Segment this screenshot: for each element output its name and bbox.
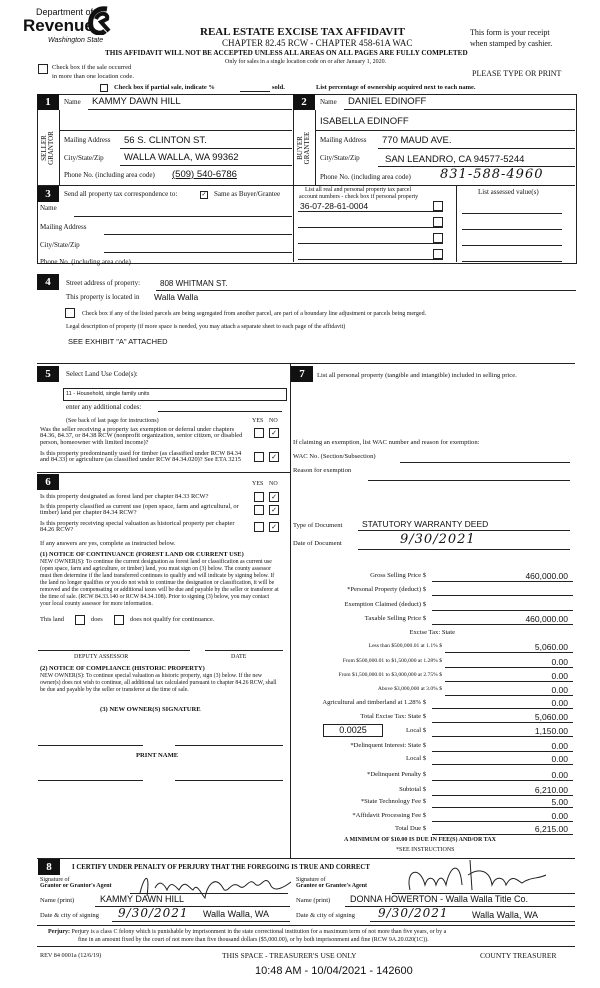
underline — [156, 290, 576, 291]
tax-row-value[interactable]: 5,060.00 — [534, 642, 568, 652]
date-label: DATE — [231, 654, 247, 660]
parcel-underline — [298, 211, 443, 212]
assessed-value-field[interactable] — [462, 229, 562, 230]
does-not-label: does not qualify for continuance. — [130, 616, 215, 623]
deputy-assessor-label: DEPUTY ASSESSOR — [74, 654, 129, 660]
buyer-mailing-label: Mailing Address — [320, 136, 367, 144]
no-header-6: NO — [269, 481, 278, 487]
divider — [37, 185, 575, 186]
tax-row-label: Agricultural and timberland at 1.28% $ — [322, 699, 426, 706]
section-3-number: 3 — [37, 186, 59, 202]
divider — [290, 364, 291, 859]
correspondence-city-label: City/State/Zip — [40, 241, 80, 249]
divider — [37, 472, 290, 473]
section-1-number: 1 — [37, 94, 59, 110]
additional-codes-label: enter any additional codes: — [66, 403, 142, 411]
partial-sold-label: sold. — [272, 84, 285, 91]
grantor-date-field[interactable]: 9/30/2021 — [118, 906, 189, 920]
tax-row-label: Total Due $ — [394, 825, 426, 832]
if-yes-note: If any answers are yes, complete as instructed below. — [40, 540, 176, 547]
s5-q2-no[interactable]: ✓ — [269, 452, 279, 462]
please-type-print: PLEASE TYPE OR PRINT — [472, 69, 562, 78]
treasurer-only-label: THIS SPACE - TREASURER'S USE ONLY — [222, 951, 357, 960]
deputy-assessor-signature-field[interactable] — [38, 650, 190, 651]
see-instructions-note: *SEE INSTRUCTIONS — [396, 847, 455, 853]
divider — [315, 110, 316, 186]
divider — [37, 925, 575, 926]
grantee-sig-label-2: Grantee or Grantee's Agent — [296, 883, 368, 889]
underline — [88, 109, 292, 110]
tax-row-underline — [432, 581, 573, 582]
correspondence-mailing-field[interactable] — [104, 234, 292, 235]
correspondence-city-field[interactable] — [104, 252, 292, 253]
street-address-label: Street address of property: — [66, 279, 141, 287]
same-as-buyer-label: Same as Buyer/Grantee — [214, 190, 281, 198]
section-4-number: 4 — [37, 274, 59, 290]
tax-row-underline — [432, 821, 573, 822]
perjury-label: Perjury: — [48, 929, 70, 935]
tax-row-label: Local $ — [406, 727, 426, 734]
ownership-note: List percentage of ownership acquired next to each name. — [316, 84, 476, 91]
revenue-logo-icon — [87, 5, 113, 35]
s5-q1-yes[interactable] — [254, 428, 264, 438]
tax-row-underline — [432, 834, 573, 835]
street-address-field[interactable]: 808 WHITMAN ST. — [160, 279, 228, 288]
seller-name-field[interactable]: KAMMY DAWN HILL — [92, 96, 181, 107]
located-field[interactable]: Walla Walla — [154, 292, 199, 302]
tax-row-underline — [432, 795, 573, 796]
new-owner-signature-title: (3) NEW OWNER(S) SIGNATURE — [100, 706, 201, 713]
see-back-note: (See back of last page for instructions) — [66, 418, 159, 424]
s6-q2-yes[interactable] — [254, 505, 264, 515]
dept-line1: Department of — [36, 7, 94, 17]
tax-row-underline — [432, 722, 573, 723]
tax-row-value[interactable]: 6,210.00 — [534, 785, 568, 795]
tax-row-value[interactable]: 5.00 — [551, 797, 568, 807]
grantee-signature[interactable] — [400, 855, 550, 895]
buyer-name2-field[interactable]: ISABELLA EDINOFF — [320, 116, 409, 127]
new-owner-signature-field[interactable] — [38, 745, 143, 746]
tax-row-value[interactable]: 0.00 — [551, 657, 568, 667]
assessed-value-field[interactable] — [462, 245, 562, 246]
tax-row-label: Less than $500,000.01 at 1.1% $ — [368, 643, 442, 649]
minimum-due-note: A MINIMUM OF $10.00 IS DUE IN FEE(S) AND/OR TAX — [344, 837, 496, 843]
grantee-name-field[interactable]: DONNA HOWERTON - Walla Walla Title Co. — [350, 894, 529, 904]
tax-row-value[interactable]: 6,215.00 — [534, 824, 568, 834]
underline — [358, 530, 570, 531]
doc-type-label: Type of Document — [293, 522, 343, 529]
underline — [120, 148, 292, 149]
tax-row-underline — [432, 751, 573, 752]
perjury-text-line1: Perjury is a class C felony which is punishable by imprisonment in the state correctional institution for a maximum term of not more than five years, or by a — [71, 929, 447, 935]
tax-row-underline — [432, 708, 573, 709]
tax-row-underline — [432, 736, 573, 737]
tax-row-underline — [432, 595, 573, 596]
parcel-underline — [298, 227, 443, 228]
personal-property-checkbox[interactable] — [433, 233, 443, 243]
personal-property-label: List all personal property (tangible and intangible) included in selling price. — [317, 372, 517, 379]
assessor-date-field[interactable] — [205, 650, 283, 651]
s6-q2-no[interactable]: ✓ — [269, 505, 279, 515]
grantor-name-field[interactable]: KAMMY DAWN HILL — [100, 894, 185, 904]
this-land-label: This land — [40, 616, 64, 623]
s6-q3: Is this property receiving special valuation as historical property per chapter 84.26 RCW? — [40, 520, 235, 534]
personal-property-checkbox[interactable] — [433, 201, 443, 211]
tax-row-underline — [445, 652, 573, 653]
seller-grantor-label: SELLER GRANTOR — [40, 131, 55, 165]
does-label: does — [91, 616, 103, 623]
grantee-date-field[interactable]: 9/30/2021 — [378, 906, 449, 920]
buyer-city-field[interactable]: SAN LEANDRO, CA 94577-5244 — [385, 154, 525, 165]
tax-row-label: Subtotal $ — [399, 786, 426, 793]
form-title: REAL ESTATE EXCISE TAX AFFIDAVIT — [200, 26, 405, 38]
local-rate-field[interactable]: 0.0025 — [323, 724, 383, 737]
tax-row-value[interactable]: 0.00 — [551, 770, 568, 780]
tax-row-value[interactable]: 0.00 — [551, 754, 568, 764]
new-owner-signature-field-2[interactable] — [175, 745, 283, 746]
receipt-note-2: when stamped by cashier. — [470, 39, 553, 48]
perjury-text-1 — [48, 929, 446, 936]
receipt-note-1: This form is your receipt — [470, 28, 550, 37]
doc-date-field[interactable]: 9/30/2021 — [400, 532, 476, 547]
grantee-name-label: Name (print) — [296, 897, 331, 904]
tax-row-underline — [432, 610, 573, 611]
tax-row-value[interactable]: 460,000.00 — [525, 571, 568, 581]
print-name-label: PRINT NAME — [136, 752, 179, 759]
parcel-underline — [298, 259, 443, 260]
tax-row-value[interactable]: 0.00 — [551, 685, 568, 695]
wac-field[interactable] — [400, 462, 570, 463]
reason-label: Reason for exemption — [293, 467, 352, 474]
correspondence-mailing-label: Mailing Address — [40, 223, 87, 231]
assessed-header: List assessed value(s) — [478, 188, 539, 196]
correspondence-name-label: Name — [40, 204, 57, 212]
tax-row-label: *Affidavit Processing Fee $ — [352, 812, 426, 819]
underline — [316, 130, 575, 131]
s6-q3-yes[interactable] — [254, 522, 264, 532]
does-checkbox[interactable] — [75, 615, 85, 625]
tax-row-label: *Delinquent Penalty $ — [367, 771, 426, 778]
county-treasurer-label: COUNTY TREASURER — [480, 951, 557, 960]
form-id: REV 84 0001a (12/6/19) — [40, 952, 102, 959]
assessed-value-field[interactable] — [462, 261, 562, 262]
buyer-name-label: Name — [320, 98, 337, 106]
tax-row-label: *Personal Property (deduct) $ — [347, 586, 426, 593]
additional-codes-field[interactable] — [158, 411, 282, 412]
tax-row-value[interactable]: 460,000.00 — [525, 614, 568, 624]
grantor-name-label: Name (print) — [40, 897, 75, 904]
tax-row-label: *State Technology Fee $ — [360, 798, 426, 805]
parcel-underline — [298, 243, 443, 244]
buyer-grantee-label: BUYER GRANTEE — [296, 131, 311, 165]
buyer-phone-field[interactable]: 831-588-4960 — [440, 167, 544, 182]
form-only-for: Only for sales in a single location code on or after January 1, 2020. — [225, 59, 387, 65]
tax-row-value[interactable]: 5,060.00 — [534, 712, 568, 722]
tax-row-underline — [445, 667, 573, 668]
located-label: This property is located in — [66, 293, 140, 301]
notice1-text: NEW OWNER(S): To continue the current designation as forest land or classification as current use (open space, farm and agriculture, or timber) land, you must sign on (3) below. The county assessor must then determine if the land transferred continues to qualify and will indicate by signing below. If the land no longer qualifies or you do not wish to continue the designation or classification, it will be removed and the compensating or additional taxes will be due and payable by the seller or transferor at the time of sale. (RCW 84.33.140 or RCW 84.34.108). Prior to signing (3) below, you may contact your local county assessor for more information. — [40, 559, 279, 607]
seller-phone-field[interactable]: (509) 540-6786 — [172, 169, 237, 180]
section-7-number: 7 — [291, 366, 313, 382]
multi-location-checkbox[interactable] — [38, 64, 48, 74]
send-correspondence-label: Send all property tax correspondence to: — [64, 190, 178, 198]
notice2-text: NEW OWNER(S): To continue special valuation as historic property, sign (3) below. If the new owner(s) does not wish to continue, all additional tax calculated pursuant to chapter 84.26 RCW, shall be due and payable by the seller or transferor at the time of sale. — [40, 673, 277, 693]
tax-row-underline — [432, 807, 573, 808]
tax-row-value[interactable]: 1,150.00 — [534, 726, 568, 736]
s5-q1: Was the seller receiving a property tax exemption or deferral under chapters 84.36, 84.37, or 84.38 RCW (nonprofit organization, senior citizen, or disabled person, homeowner with limited income)? — [40, 426, 243, 446]
buyer-name-field[interactable]: DANIEL EDINOFF — [348, 96, 427, 107]
assessed-value-field[interactable] — [462, 213, 562, 214]
certify-statement: I CERTIFY UNDER PENALTY OF PERJURY THAT THE FOREGOING IS TRUE AND CORRECT — [72, 864, 370, 871]
grantor-sig-label-2: Grantor or Grantor's Agent — [40, 883, 112, 889]
same-as-buyer-checkbox[interactable]: ✓ — [201, 192, 207, 198]
land-use-label: Select Land Use Code(s): — [66, 370, 138, 378]
legal-description-field[interactable]: SEE EXHIBIT "A" ATTACHED — [68, 337, 168, 346]
legal-description-label: Legal description of property (if more space is needed, you may attach a separate sheet to each page of the affidavit) — [66, 324, 346, 330]
tax-row-label: From $500,000.01 to $1,500,000 at 1.28% $ — [342, 658, 442, 664]
multi-location-label-2: in more than one location code. — [52, 73, 134, 80]
tax-row-label: From $1,500,000.01 to $3,000,000 at 2.75% $ — [338, 672, 442, 678]
seller-phone-label: Phone No. (including area code) — [64, 171, 155, 179]
tax-row-label: Taxable Selling Price $ — [364, 615, 426, 622]
seller-city-field[interactable]: WALLA WALLA, WA 99362 — [124, 152, 239, 163]
tax-row-underline — [445, 681, 573, 682]
tax-row-label: Gross Selling Price $ — [370, 572, 426, 579]
underline — [358, 549, 570, 550]
parcel-number-field[interactable]: 36-07-28-61-0004 — [300, 201, 369, 211]
s5-q2: Is this property predominantly used for timber (as classified under RCW 84.34 and 84.33) or agriculture (as classified under RCW 84.34.020)? See ETA 3215 — [40, 450, 242, 464]
tax-row-label: Excise Tax: State — [409, 629, 455, 636]
buyer-city-label: City/State/Zip — [320, 154, 360, 162]
seller-name-label: Name — [64, 98, 81, 106]
tax-row-label: Total Excise Tax: State $ — [360, 713, 426, 720]
underline — [370, 921, 575, 922]
doc-type-field[interactable]: STATUTORY WARRANTY DEED — [362, 519, 489, 529]
divider — [456, 186, 457, 262]
tax-row-underline — [445, 695, 573, 696]
wac-label: WAC No. (Section/Subsection) — [293, 453, 376, 460]
seller-mailing-label: Mailing Address — [64, 136, 111, 144]
segregated-checkbox[interactable] — [65, 308, 75, 318]
s6-q1-yes[interactable] — [254, 492, 264, 502]
personal-property-checkbox[interactable] — [433, 217, 443, 227]
s5-q2-yes[interactable] — [254, 452, 264, 462]
correspondence-name-field[interactable] — [74, 216, 292, 217]
grantee-city-field[interactable]: Walla Walla, WA — [472, 910, 539, 920]
parcel-header-2: account numbers - check box if personal property — [299, 194, 419, 200]
partial-sale-percent-field[interactable] — [240, 91, 270, 92]
section-6-number: 6 — [37, 474, 59, 490]
partial-sale-label: Check box if partial sale, indicate % — [114, 84, 215, 91]
parcel-header-1: List all real and personal property tax parcel — [305, 187, 412, 193]
print-name-field-2[interactable] — [175, 780, 283, 781]
tax-row-underline — [432, 780, 573, 781]
tax-row-label: Exemption Claimed (deduct) $ — [344, 601, 426, 608]
divider — [59, 110, 60, 186]
divider — [37, 363, 575, 364]
grantee-date-label: Date & city of signing — [296, 912, 355, 919]
notice2-title: (2) NOTICE OF COMPLIANCE (HISTORIC PROPERTY) — [40, 665, 205, 672]
tax-row-label: Above $3,000,000 at 3.0% $ — [377, 686, 442, 692]
seller-mailing-field[interactable]: 56 S. CLINTON ST. — [124, 135, 207, 146]
section-2-number: 2 — [293, 94, 315, 110]
underline — [120, 165, 292, 166]
buyer-phone-label: Phone No. (including area code) — [320, 173, 411, 181]
underline — [112, 921, 290, 922]
underline — [344, 109, 575, 110]
grantor-sig-label-1: Signature of — [40, 877, 70, 883]
perjury-text-line2: fine in an amount fixed by the court of not more than five thousand dollars ($5,000.00), or by both imprisonment and fine (RCW 9A.20.020(1C)). — [78, 937, 429, 943]
divider — [37, 946, 575, 947]
grantor-city-field[interactable]: Walla Walla, WA — [203, 909, 270, 919]
underline — [60, 130, 292, 131]
seller-city-label: City/State/Zip — [64, 154, 104, 162]
tax-row-label: *Delinquent Interest: State $ — [350, 742, 426, 749]
underline — [378, 148, 575, 149]
s6-q1-no[interactable]: ✓ — [269, 492, 279, 502]
yes-header: YES — [252, 418, 264, 424]
personal-property-checkbox[interactable] — [433, 249, 443, 259]
yes-header-6: YES — [252, 481, 264, 487]
partial-sale-checkbox[interactable] — [100, 84, 108, 92]
doc-date-label: Date of Document — [293, 540, 342, 547]
s6-q3-no[interactable]: ✓ — [269, 522, 279, 532]
s6-q2: Is this property classified as current use (open space, farm and agricultural, or timber) land per chapter 84.34 RCW? — [40, 503, 239, 517]
section-5-number: 5 — [37, 366, 59, 382]
dept-logo-text: Revenue — [23, 16, 94, 35]
no-header: NO — [269, 418, 278, 424]
tax-row-underline — [432, 764, 573, 765]
tax-row-value[interactable]: 0.00 — [551, 811, 568, 821]
grantor-date-label: Date & city of signing — [40, 912, 99, 919]
tax-row-label: Local $ — [406, 755, 426, 762]
multi-location-label: Check box if the sale occurred — [52, 64, 132, 71]
land-use-select[interactable]: 11 - Household, single family units — [63, 388, 287, 401]
exemption-claim-label: If claiming an exemption, list WAC number and reason for exemption: — [293, 439, 480, 446]
tax-row-value[interactable]: 0.00 — [551, 698, 568, 708]
notice1-title: (1) NOTICE OF CONTINUANCE (FOREST LAND OR CURRENT USE) — [40, 551, 244, 558]
receipt-stamp: 10:48 AM - 10/04/2021 - 142600 — [255, 965, 413, 977]
divider — [293, 186, 294, 262]
dept-line3: Washington State — [48, 37, 104, 44]
print-name-field[interactable] — [38, 780, 143, 781]
does-not-checkbox[interactable] — [114, 615, 124, 625]
tax-row-underline — [432, 624, 573, 625]
tax-row-value[interactable]: 0.00 — [551, 741, 568, 751]
grantee-sig-label-1: Signature of — [296, 877, 326, 883]
form-chapter: CHAPTER 82.45 RCW - CHAPTER 458-61A WAC — [222, 38, 413, 48]
reason-field[interactable] — [368, 480, 570, 481]
correspondence-phone-label: Phone No. (including area code) — [40, 258, 131, 266]
section-8-number: 8 — [38, 859, 60, 875]
form-warning: THIS AFFIDAVIT WILL NOT BE ACCEPTED UNLESS ALL AREAS ON ALL PAGES ARE FULLY COMPLETED — [105, 49, 468, 57]
tax-row-value[interactable]: 0.00 — [551, 671, 568, 681]
buyer-mailing-field[interactable]: 770 MAUD AVE. — [382, 135, 452, 146]
segregated-label: Check box if any of the listed parcels are being segregated from another parcel, are part of a boundary line adjustment or parcels being merged. — [82, 311, 427, 317]
s6-q1: Is this property designated as forest land per chapter 84.33 RCW? — [40, 493, 209, 500]
s5-q1-no[interactable]: ✓ — [269, 428, 279, 438]
